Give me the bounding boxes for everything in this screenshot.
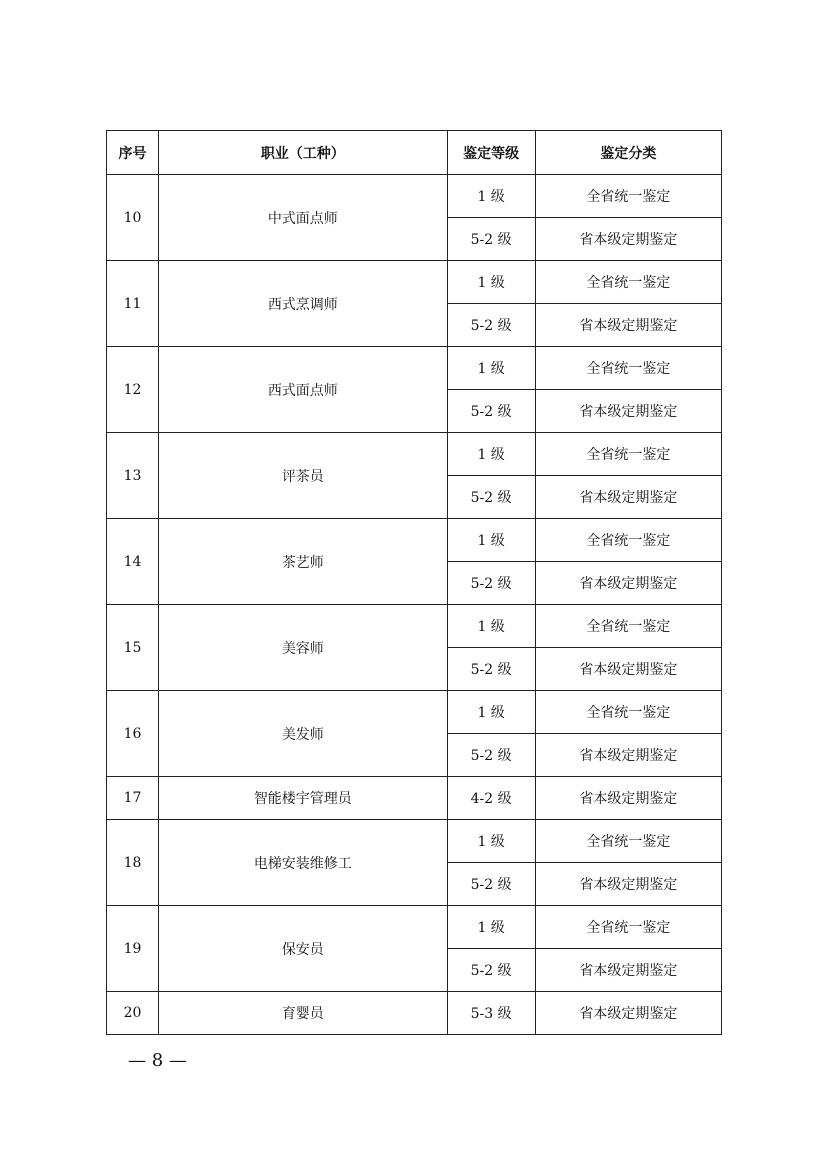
table-row [107,906,722,949]
occupation-name: 西式烹调师 [159,261,447,347]
occupation-name: 美发师 [159,691,447,777]
row-number: 16 [107,691,159,777]
table-row [107,261,722,304]
row-number: 19 [107,906,159,992]
assessment-level: 5-2 级 [447,734,535,777]
assessment-level: 1 级 [447,820,535,863]
assessment-category: 省本级定期鉴定 [535,218,721,261]
header-no: 序号 [107,131,159,175]
table-row [107,777,722,820]
assessment-category: 全省统一鉴定 [535,347,721,390]
table-row [107,347,722,390]
occupation-name: 智能楼宇管理员 [159,777,447,820]
assessment-level: 1 级 [447,433,535,476]
occupation-name: 美容师 [159,605,447,691]
assessment-category: 省本级定期鉴定 [535,476,721,519]
header-job: 职业（工种） [159,131,447,175]
assessment-category: 省本级定期鉴定 [535,734,721,777]
row-number: 11 [107,261,159,347]
assessment-category: 省本级定期鉴定 [535,562,721,605]
assessment-category: 省本级定期鉴定 [535,648,721,691]
assessment-level: 5-2 级 [447,562,535,605]
occupation-name: 中式面点师 [159,175,447,261]
assessment-level: 1 级 [447,347,535,390]
assessment-level: 1 级 [447,906,535,949]
assessment-level: 4-2 级 [447,777,535,820]
occupation-name: 评茶员 [159,433,447,519]
assessment-level: 1 级 [447,691,535,734]
table-row [107,691,722,734]
header-level: 鉴定等级 [447,131,535,175]
occupation-name: 茶艺师 [159,519,447,605]
assessment-category: 省本级定期鉴定 [535,777,721,820]
assessment-category: 全省统一鉴定 [535,433,721,476]
row-number: 10 [107,175,159,261]
occupation-name: 西式面点师 [159,347,447,433]
occupation-name: 保安员 [159,906,447,992]
assessment-category: 省本级定期鉴定 [535,949,721,992]
row-number: 15 [107,605,159,691]
row-number: 17 [107,777,159,820]
header-category: 鉴定分类 [535,131,721,175]
table-header-row [107,131,722,175]
row-number: 18 [107,820,159,906]
assessment-level: 5-3 级 [447,992,535,1035]
assessment-level: 5-2 级 [447,648,535,691]
assessment-category: 全省统一鉴定 [535,605,721,648]
assessment-category: 全省统一鉴定 [535,820,721,863]
assessment-level: 5-2 级 [447,476,535,519]
assessment-level: 1 级 [447,605,535,648]
assessment-level: 5-2 级 [447,949,535,992]
assessment-level: 1 级 [447,261,535,304]
occupation-name: 育婴员 [159,992,447,1035]
page-number: — 8 — [128,1050,187,1071]
table-row [107,433,722,476]
assessment-category: 省本级定期鉴定 [535,863,721,906]
row-number: 20 [107,992,159,1035]
table-row [107,519,722,562]
assessment-level: 1 级 [447,519,535,562]
row-number: 13 [107,433,159,519]
table-row [107,175,722,218]
row-number: 12 [107,347,159,433]
assessment-level: 5-2 级 [447,304,535,347]
assessment-level: 1 级 [447,175,535,218]
row-number: 14 [107,519,159,605]
table-row [107,605,722,648]
assessment-category: 省本级定期鉴定 [535,390,721,433]
table-row [107,820,722,863]
assessment-category: 全省统一鉴定 [535,261,721,304]
assessment-category: 全省统一鉴定 [535,175,721,218]
assessment-category: 省本级定期鉴定 [535,304,721,347]
occupation-name: 电梯安装维修工 [159,820,447,906]
occupation-table [106,130,722,1035]
assessment-category: 全省统一鉴定 [535,519,721,562]
assessment-category: 全省统一鉴定 [535,906,721,949]
assessment-category: 省本级定期鉴定 [535,992,721,1035]
assessment-level: 5-2 级 [447,863,535,906]
table-row [107,992,722,1035]
assessment-level: 5-2 级 [447,218,535,261]
assessment-category: 全省统一鉴定 [535,691,721,734]
table-body [107,175,722,1035]
assessment-level: 5-2 级 [447,390,535,433]
